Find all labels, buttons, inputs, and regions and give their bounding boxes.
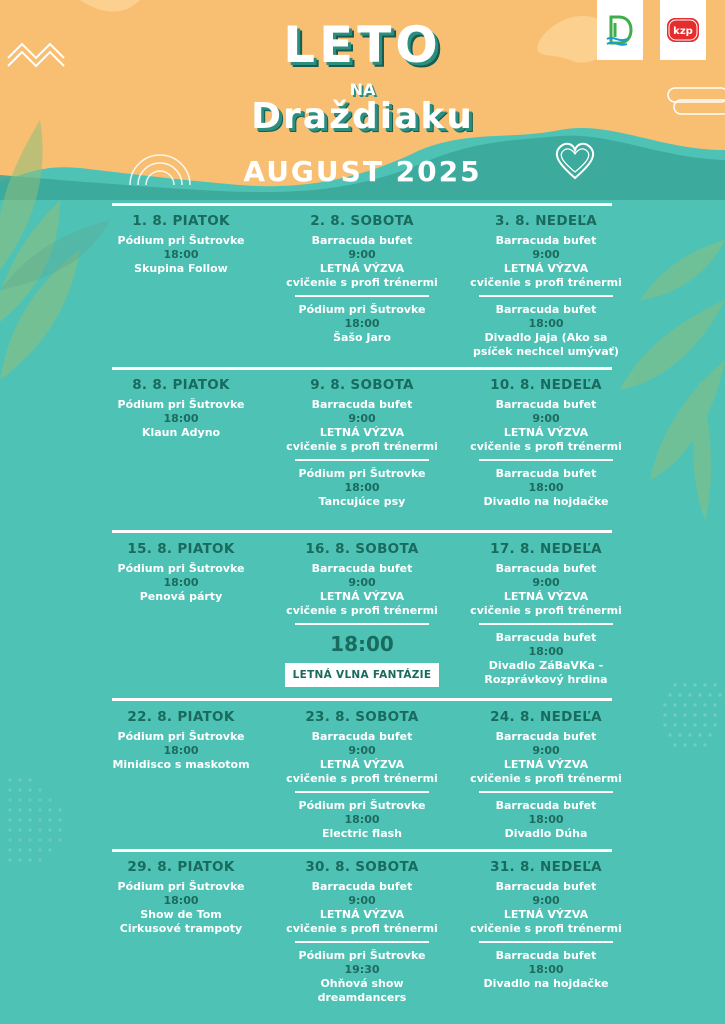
svg-text:kzp: kzp <box>673 26 693 37</box>
event-place: Barracuda bufet <box>495 948 597 962</box>
day-heading: 29. 8. PIATOK <box>127 859 235 875</box>
day-heading: 16. 8. SOBOTA <box>305 541 419 557</box>
event-name: LETNÁ VÝZVA <box>319 908 405 921</box>
event-divider <box>479 941 613 943</box>
day-column <box>461 376 631 509</box>
event-place: Barracuda bufet <box>311 562 413 575</box>
event-name-line2: cvičenie s profi trénermi <box>286 772 438 785</box>
day-column <box>461 858 631 991</box>
event-name-line2: Rozprávkový hrdina <box>484 672 608 686</box>
day-column <box>96 212 266 276</box>
event-name: LETNÁ VÝZVA <box>503 426 589 439</box>
event-divider <box>295 941 429 943</box>
day-column <box>96 376 266 440</box>
event-name-line2: dreamdancers <box>317 990 407 1004</box>
day-column <box>461 540 631 687</box>
event-name-line2: cvičenie s profi trénermi <box>286 440 438 453</box>
title-drazdiaku: Draždiaku <box>251 96 474 137</box>
event-time: 9:00 <box>532 576 560 589</box>
day-heading: 3. 8. NEDEĽA <box>494 213 598 229</box>
event-time: 18:00 <box>528 812 564 826</box>
event-time: 18:00 <box>163 744 199 757</box>
event-time: 9:00 <box>348 248 376 261</box>
event-place: Barracuda bufet <box>495 398 597 411</box>
event-time: 18:00 <box>528 316 564 330</box>
event-time: 18:00 <box>163 894 199 907</box>
event-time: 9:00 <box>532 248 560 261</box>
event-time: 18:00 <box>163 248 199 261</box>
day-heading: 9. 8. SOBOTA <box>310 377 414 393</box>
day-column <box>96 858 266 936</box>
event-place: Pódium pri Šutrovke <box>117 562 245 575</box>
special-event-badge: LETNÁ VLNA FANTÁZIE <box>285 663 440 687</box>
day-heading: 10. 8. NEDEĽA <box>490 377 602 393</box>
event-place: Barracuda bufet <box>495 302 597 316</box>
event-name: Klaun Adyno <box>141 426 221 439</box>
event-place: Barracuda bufet <box>495 798 597 812</box>
month-heading: AUGUST 2025 <box>243 155 482 188</box>
event-divider <box>295 623 429 625</box>
event-place: Barracuda bufet <box>495 630 597 644</box>
event-name: LETNÁ VÝZVA <box>319 426 405 439</box>
event-place: Pódium pri Šutrovke <box>298 948 426 962</box>
event-time: 9:00 <box>348 412 376 425</box>
event-time: 18:00 <box>163 576 199 589</box>
day-column <box>96 540 266 604</box>
event-name: Skupina Follow <box>134 262 228 275</box>
day-column <box>277 540 447 687</box>
event-time: 9:00 <box>532 412 560 425</box>
day-column <box>461 212 631 359</box>
event-time: 9:00 <box>348 576 376 589</box>
event-name: LETNÁ VÝZVA <box>319 590 405 603</box>
event-name: Tancujúce psy <box>318 494 406 508</box>
event-place: Barracuda bufet <box>311 234 413 247</box>
event-place: Pódium pri Šutrovke <box>117 880 245 893</box>
day-heading: 23. 8. SOBOTA <box>305 709 419 725</box>
day-column <box>277 708 447 841</box>
event-time: 18:00 <box>344 812 380 826</box>
event-name: Show de Tom <box>140 908 222 921</box>
event-name: LETNÁ VÝZVA <box>503 590 589 603</box>
day-column <box>277 858 447 1005</box>
event-place: Barracuda bufet <box>495 730 597 743</box>
event-name: LETNÁ VÝZVA <box>503 262 589 275</box>
event-place: Barracuda bufet <box>311 880 413 893</box>
event-name-line2: cvičenie s profi trénermi <box>470 772 622 785</box>
event-name-line2: cvičenie s profi trénermi <box>470 604 622 617</box>
event-name-line2: psíček nechcel umývať) <box>473 344 619 358</box>
event-place: Barracuda bufet <box>495 234 597 247</box>
event-name: LETNÁ VÝZVA <box>319 758 405 771</box>
event-name: Divadlo na hojdačke <box>483 976 609 990</box>
week-divider <box>112 698 612 701</box>
event-name-line2: cvičenie s profi trénermi <box>286 276 438 289</box>
event-place: Pódium pri Šutrovke <box>117 730 245 743</box>
event-name: LETNÁ VÝZVA <box>319 262 405 275</box>
event-name: LETNÁ VÝZVA <box>503 758 589 771</box>
event-name-line2: cvičenie s profi trénermi <box>470 440 622 453</box>
event-place: Barracuda bufet <box>495 562 597 575</box>
event-name-line2: cvičenie s profi trénermi <box>470 276 622 289</box>
event-place: Pódium pri Šutrovke <box>298 798 426 812</box>
event-name: Divadlo Dúha <box>504 826 588 840</box>
event-name-line2: cvičenie s profi trénermi <box>286 604 438 617</box>
event-time: 18:00 <box>344 480 380 494</box>
event-place: Barracuda bufet <box>495 880 597 893</box>
day-heading: 2. 8. SOBOTA <box>310 213 414 229</box>
event-time: 18:00 <box>344 316 380 330</box>
event-divider <box>295 295 429 297</box>
event-name: Divadlo ZáBaVKa - <box>488 658 604 672</box>
event-name: Penová párty <box>139 590 223 603</box>
special-event-time: 18:00 <box>330 631 394 656</box>
event-name: Ohňová show <box>320 976 404 990</box>
event-place: Pódium pri Šutrovke <box>298 302 426 316</box>
event-time: 9:00 <box>348 744 376 757</box>
title-na: NA <box>349 80 376 99</box>
event-time: 18:00 <box>528 480 564 494</box>
day-column <box>277 376 447 509</box>
title-leto: LETO <box>283 16 442 74</box>
day-heading: 31. 8. NEDEĽA <box>490 859 602 875</box>
event-divider <box>295 791 429 793</box>
day-column <box>461 708 631 841</box>
event-time: 19:30 <box>344 962 380 976</box>
event-name: Minidisco s maskotom <box>112 758 250 771</box>
week-divider <box>112 849 612 852</box>
event-time: 9:00 <box>532 744 560 757</box>
event-name: Divadlo Jaja (Ako sa <box>484 330 608 344</box>
event-place: Pódium pri Šutrovke <box>298 466 426 480</box>
event-name: Šašo Jaro <box>333 330 391 344</box>
day-heading: 17. 8. NEDEĽA <box>490 541 602 557</box>
day-heading: 30. 8. SOBOTA <box>305 859 419 875</box>
event-place: Barracuda bufet <box>311 398 413 411</box>
event-time: 18:00 <box>528 962 564 976</box>
day-heading: 22. 8. PIATOK <box>127 709 235 725</box>
event-time: 18:00 <box>163 412 199 425</box>
day-column <box>96 708 266 772</box>
event-time: 9:00 <box>532 894 560 907</box>
day-heading: 24. 8. NEDEĽA <box>490 709 602 725</box>
week-divider <box>112 530 612 533</box>
day-heading: 1. 8. PIATOK <box>132 213 230 229</box>
event-name-line2: cvičenie s profi trénermi <box>286 922 438 935</box>
event-time: 9:00 <box>348 894 376 907</box>
event-place: Barracuda bufet <box>311 730 413 743</box>
event-name: Divadlo na hojdačke <box>483 494 609 508</box>
week-divider <box>112 203 612 206</box>
event-name: LETNÁ VÝZVA <box>503 908 589 921</box>
event-name: Electric flash <box>321 826 403 840</box>
event-divider <box>479 623 613 625</box>
event-name-line2: cvičenie s profi trénermi <box>470 922 622 935</box>
event-divider <box>295 459 429 461</box>
day-column <box>277 212 447 345</box>
day-heading: 15. 8. PIATOK <box>127 541 235 557</box>
event-time: 18:00 <box>528 644 564 658</box>
event-divider <box>479 459 613 461</box>
day-heading: 8. 8. PIATOK <box>132 377 230 393</box>
special-event-wrap <box>277 657 447 687</box>
event-place: Pódium pri Šutrovke <box>117 234 245 247</box>
week-divider <box>112 367 612 370</box>
event-name-line2: Cirkusové trampoty <box>119 922 243 935</box>
event-place: Pódium pri Šutrovke <box>117 398 245 411</box>
event-divider <box>479 791 613 793</box>
event-place: Barracuda bufet <box>495 466 597 480</box>
event-divider <box>479 295 613 297</box>
